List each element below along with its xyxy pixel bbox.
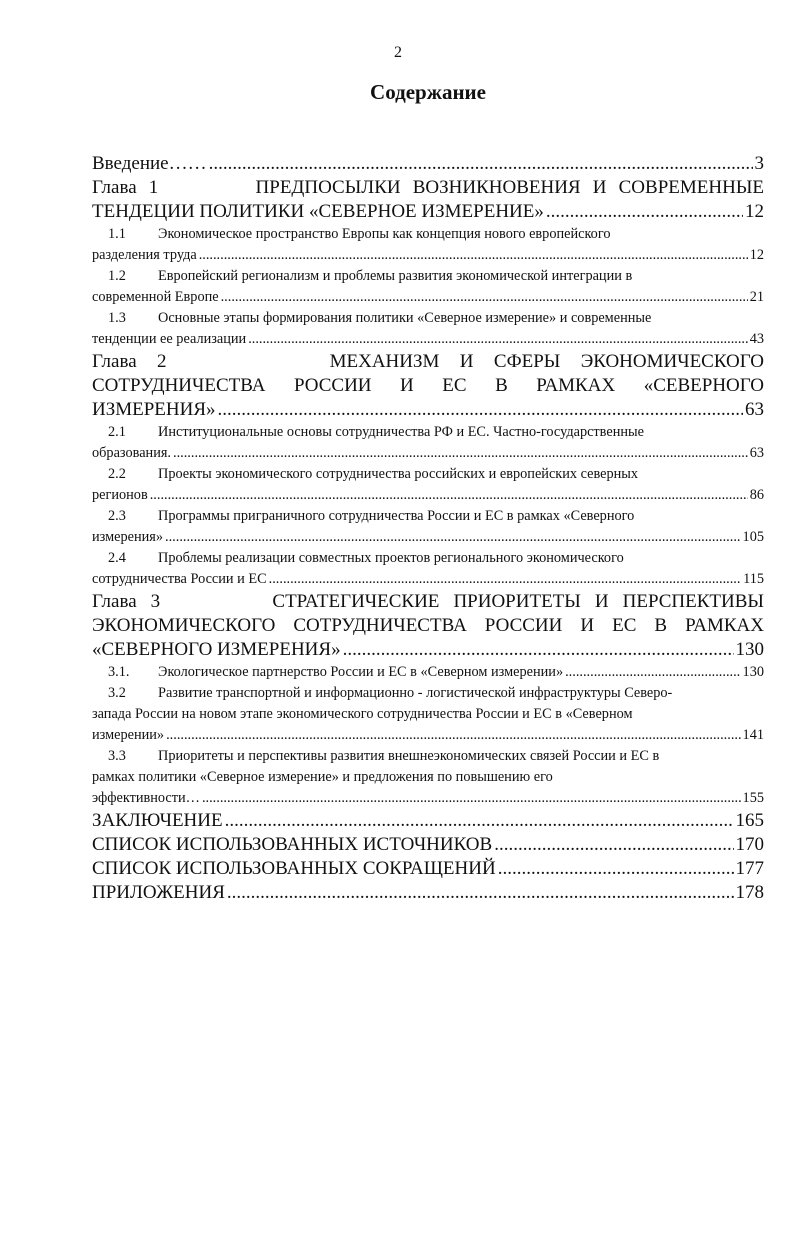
- toc-entry-text: МЕХАНИЗМ И СФЕРЫ ЭКОНОМИЧЕСКОГО: [329, 351, 765, 372]
- leader-dots: [202, 788, 741, 809]
- toc-entry-text: ИЗМЕРЕНИЯ»: [92, 399, 216, 420]
- leader-dots: [565, 662, 740, 683]
- toc-entry-text: измерении»: [92, 727, 165, 743]
- leader-dots: [165, 527, 741, 548]
- toc-section-number: 2.2: [108, 466, 126, 482]
- toc-entry-text: СПИСОК ИСПОЛЬЗОВАННЫХ СОКРАЩЕНИЙ: [92, 858, 496, 879]
- toc-entry-text: СТРАТЕГИЧЕСКИЕ ПРИОРИТЕТЫ И ПЕРСПЕКТИВЫ: [272, 591, 765, 612]
- page-title: Содержание: [370, 80, 486, 104]
- toc-page-number: 63: [749, 445, 764, 461]
- leader-dots: [269, 569, 741, 590]
- toc-entry-text: Проблемы реализации совместных проектов регионального экономического: [158, 550, 624, 566]
- toc-entry-text: измерения»: [92, 529, 164, 545]
- toc-chapter-heading: [92, 176, 764, 200]
- leader-dots: [221, 287, 748, 308]
- leader-dots: [343, 638, 734, 662]
- leader-dots: [209, 152, 753, 176]
- toc-entry-appendices[interactable]: [92, 881, 764, 905]
- leader-dots: [199, 245, 748, 266]
- toc-section-number: 3.2: [108, 685, 126, 701]
- leader-dots: [218, 398, 743, 422]
- toc-entry-text: Приоритеты и перспективы развития внешнеэкономических связей России и ЕС в: [158, 748, 660, 764]
- toc-entry-text: сотрудничества России и ЕС: [92, 571, 267, 587]
- leader-dots: [494, 833, 733, 857]
- toc-entry-text: тенденции ее реализации: [92, 331, 247, 347]
- toc-entry-text: рамках политики «Северное измерение» и предложения по повышению его: [92, 769, 553, 785]
- toc-entry-text: «СЕВЕРНОГО ИЗМЕРЕНИЯ»: [92, 639, 341, 660]
- toc-page-number: 130: [735, 639, 764, 660]
- toc-entry-abbreviations[interactable]: [92, 857, 764, 881]
- toc-page-number: 177: [735, 858, 764, 879]
- toc-entry-chapter-2[interactable]: [92, 350, 764, 422]
- toc-chapter-label: Глава 1: [92, 177, 159, 198]
- toc-entry-2-1[interactable]: [92, 422, 764, 464]
- toc-entry-text: Европейский регионализм и проблемы развития экономической интеграции в: [158, 268, 633, 284]
- toc-chapter-heading: [92, 350, 764, 374]
- toc-entry-text: современной Европе: [92, 289, 219, 305]
- leader-dots: [227, 881, 734, 905]
- toc-section-number: 2.4: [108, 550, 126, 566]
- toc-entry-text: ЭКОНОМИЧЕСКОГО СОТРУДНИЧЕСТВА РОССИИ И ЕС В РАМКАХ: [92, 615, 764, 636]
- toc-entry-text: регионов: [92, 487, 148, 503]
- leader-dots: [166, 725, 740, 746]
- leader-dots: [150, 485, 748, 506]
- leader-dots: [498, 857, 734, 881]
- toc-section-number: 3.3: [108, 748, 126, 764]
- toc-entry-1-3[interactable]: [92, 308, 764, 350]
- toc-entry-text: запада России на новом этапе экономического сотрудничества России и ЕС в «Северном: [92, 706, 633, 722]
- toc-page-number: 63: [745, 399, 764, 420]
- toc-entry-text: Основные этапы формирования политики «Северное измерение» и современные: [158, 310, 652, 326]
- toc-page-number: 105: [742, 529, 764, 545]
- leader-dots: [546, 200, 743, 224]
- toc-page-number: 12: [749, 247, 764, 263]
- toc-entry-text: разделения труда: [92, 247, 197, 263]
- toc-entry-text: ТЕНДЕЦИИ ПОЛИТИКИ «СЕВЕРНОЕ ИЗМЕРЕНИЕ»: [92, 201, 544, 222]
- toc-entry-chapter-3[interactable]: [92, 590, 764, 662]
- toc-entry-line: [92, 200, 764, 224]
- toc-page-number: 12: [745, 201, 764, 222]
- toc-chapter-label: Глава 3: [92, 591, 161, 612]
- toc-entry-3-2[interactable]: [92, 683, 764, 746]
- toc-entry-text: ПРЕДПОСЫЛКИ ВОЗНИКНОВЕНИЯ И СОВРЕМЕННЫЕ: [255, 177, 764, 198]
- toc-entry-text: Экологическое партнерство России и ЕС в «Северном измерении»: [158, 664, 564, 680]
- toc-entry-text: Программы приграничного сотрудничества России и ЕС в рамках «Северного: [158, 508, 635, 524]
- toc-entry-chapter-1[interactable]: [92, 176, 764, 224]
- toc-page-number: 170: [735, 834, 764, 855]
- toc-entry-1-1[interactable]: [92, 224, 764, 266]
- toc-entry-text: ПРИЛОЖЕНИЯ: [92, 882, 225, 903]
- toc-page-number: 3: [754, 153, 764, 174]
- toc-page-number: 130: [742, 664, 764, 680]
- toc-section-number: 3.1.: [108, 664, 130, 680]
- toc-entry-text: Экономическое пространство Европы как концепция нового европейского: [158, 226, 611, 242]
- toc-entry-text: СПИСОК ИСПОЛЬЗОВАННЫХ ИСТОЧНИКОВ: [92, 834, 493, 855]
- toc-entry-line: [92, 638, 764, 662]
- toc-section-number: 1.2: [108, 268, 126, 284]
- toc-page-number: 43: [749, 331, 764, 347]
- toc-entry-text: Проекты экономического сотрудничества российских и европейских северных: [158, 466, 639, 482]
- toc-entry-text: образования.: [92, 445, 171, 461]
- toc-section-number: 1.3: [108, 310, 126, 326]
- toc-entry-sources[interactable]: [92, 833, 764, 857]
- toc-page-number: 21: [749, 289, 764, 305]
- toc-entry-text: Институциональные основы сотрудничества РФ и ЕС. Частно-государственные: [158, 424, 644, 440]
- toc-page-number: 165: [735, 810, 764, 831]
- toc-page-number: 115: [743, 571, 764, 587]
- toc-entry-2-3[interactable]: [92, 506, 764, 548]
- toc-entry-2-4[interactable]: [92, 548, 764, 590]
- toc-page-number: 155: [742, 790, 764, 806]
- toc-section-number: 2.3: [108, 508, 126, 524]
- toc-section-number: 1.1: [108, 226, 126, 242]
- toc-entry-intro[interactable]: [92, 152, 764, 176]
- toc-entry-3-1[interactable]: [92, 662, 764, 683]
- table-of-contents: [92, 152, 764, 905]
- toc-entry-text: Развитие транспортной и информационно - логистической инфраструктуры Северо-: [158, 685, 673, 701]
- toc-entry-text: СОТРУДНИЧЕСТВА РОССИИ И ЕС В РАМКАХ «СЕВЕРНОГО: [92, 375, 764, 396]
- toc-page-number: 141: [742, 727, 764, 743]
- toc-entry-text: эффективности…: [92, 790, 200, 806]
- leader-dots: [248, 329, 748, 350]
- toc-chapter-heading: [92, 590, 764, 614]
- toc-entry-text: Введение……: [92, 153, 207, 174]
- page-number: 2: [394, 44, 402, 61]
- toc-entry-3-3[interactable]: [92, 746, 764, 809]
- toc-entry-text: ЗАКЛЮЧЕНИЕ: [92, 810, 223, 831]
- toc-entry-conclusion[interactable]: [92, 809, 764, 833]
- toc-entry-line: [92, 398, 764, 422]
- leader-dots: [173, 443, 748, 464]
- toc-entry-2-2[interactable]: [92, 464, 764, 506]
- toc-page-number: 86: [749, 487, 764, 503]
- toc-page-number: 178: [735, 882, 764, 903]
- toc-entry-1-2[interactable]: [92, 266, 764, 308]
- toc-chapter-label: Глава 2: [92, 351, 167, 372]
- toc-section-number: 2.1: [108, 424, 126, 440]
- leader-dots: [225, 809, 734, 833]
